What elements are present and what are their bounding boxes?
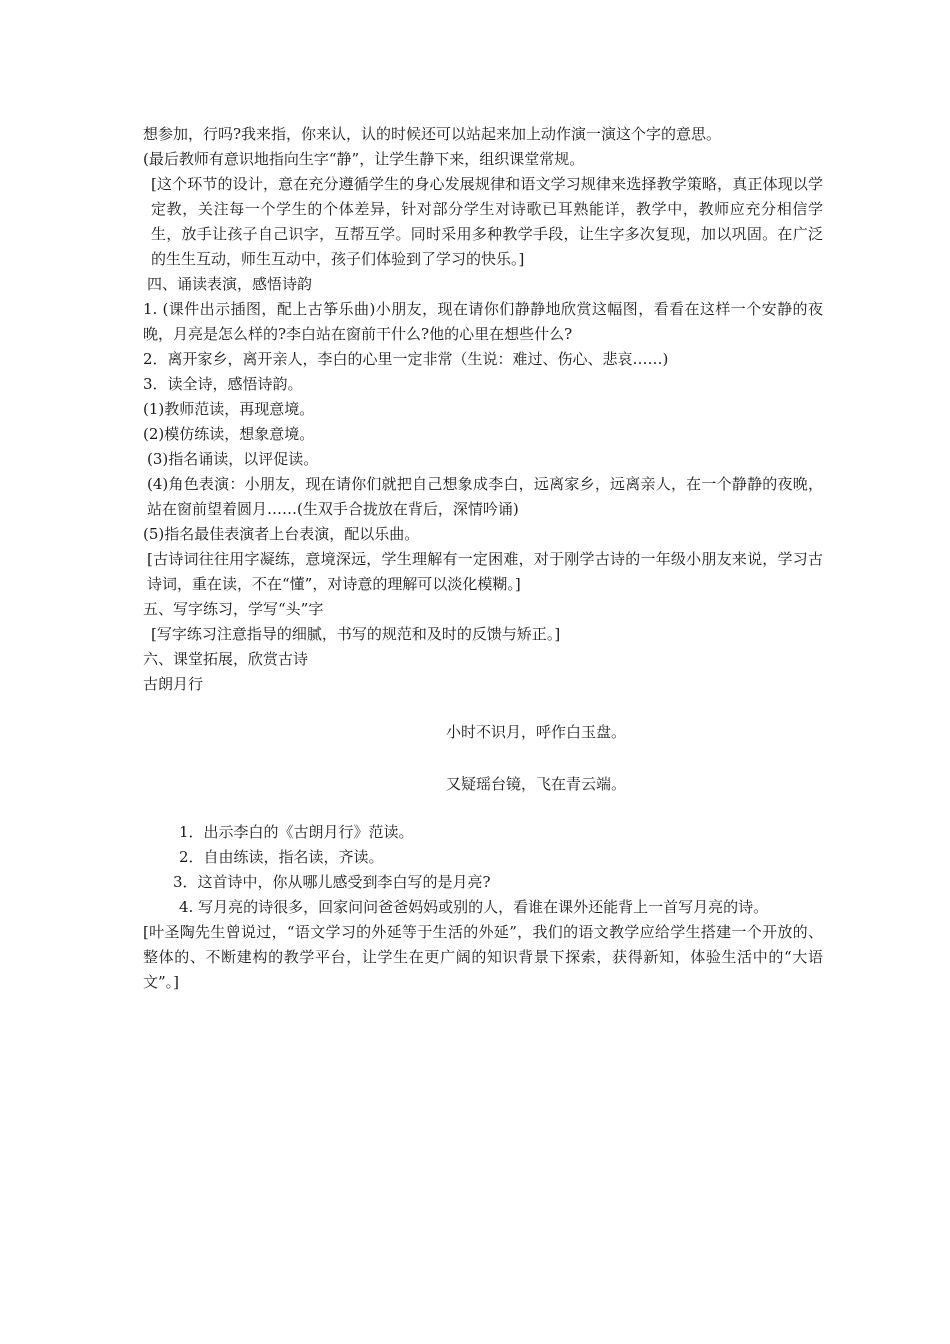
poetry-commentary: [古诗词往往用字凝练，意境深远，学生理解有一定困难，对于刚学古诗的一年级小朋友来说，学习古诗词，重在读，不在“懂”，对诗意的理解可以淡化模糊。] <box>147 550 823 593</box>
section-heading-4: 四、诵读表演，感悟诗韵 <box>147 275 313 293</box>
paragraph-design-commentary: [这个环节的设计，意在充分遵循学生的身心发展规律和语文学习规律来选择教学策略，真正体现以学定教，关注每一个学生的个体差异，针对部分学生对诗歌已耳熟能详，教学中，教师应充分相信学生，放手让孩子自己识字，互帮互学。同时采用多种教学手段，让生字多次复现，加以巩固。在广泛的生生互动，师生互动中，孩子们体验到了学习的快乐。] <box>151 175 823 268</box>
substep-4: (4)角色表演：小朋友，现在请你们就把自己想象成李白，远离家乡，远离亲人，在一个静静的夜晚，站在窗前望着圆月……(生双手合拢放在背后，深情吟诵) <box>147 475 823 518</box>
activity-item-4: 4. 写月亮的诗很多，回家问问爸爸妈妈或别的人，看谁在课外还能背上一首写月亮的诗。 <box>179 898 769 916</box>
substep-5: (5)指名最佳表演者上台表演，配以乐曲。 <box>143 525 420 543</box>
writing-commentary: [写字练习注意指导的细腻，书写的规范和及时的反馈与矫正。] <box>151 625 561 643</box>
activity-item-2: 2．自由练读，指名读，齐读。 <box>179 848 384 866</box>
paragraph-teacher-note: (最后教师有意识地指向生字“静”，让学生静下来，组织课堂常规。 <box>143 150 585 168</box>
step-3: 3．读全诗，感悟诗韵。 <box>143 375 303 393</box>
activity-item-3: 3．这首诗中，你从哪儿感受到李白写的是月亮? <box>173 873 491 891</box>
paragraph-continuation: 想参加，行吗?我来指，你来认，认的时候还可以站起来加上动作演一演这个字的意思。 <box>143 125 722 143</box>
activity-item-1: 1．出示李白的《古朗月行》范读。 <box>179 823 414 841</box>
substep-2: (2)模仿练读，想象意境。 <box>143 425 315 443</box>
poem-line-1: 小时不识月，呼作白玉盘。 <box>446 723 627 741</box>
step-1: 1. (课件出示插图，配上古筝乐曲)小朋友，现在请你们静静地欣赏这幅图，看看在这样一个安静的夜晚，月亮是怎么样的?李白站在窗前干什么?他的心里在想些什么? <box>143 300 823 343</box>
section-heading-6: 六、课堂拓展，欣赏古诗 <box>143 650 309 668</box>
substep-1: (1)教师范读，再现意境。 <box>143 400 315 418</box>
step-2: 2．离开家乡，离开亲人，李白的心里一定非常（生说：难过、伤心、悲哀……) <box>143 350 669 368</box>
section-heading-5: 五、写字练习，学写“头”字 <box>143 600 324 618</box>
document-body <box>143 122 823 995</box>
substep-3: (3)指名诵读，以评促读。 <box>147 450 319 468</box>
closing-commentary: [叶圣陶先生曾说过，“语文学习的外延等于生活的外延”，我们的语文教学应给学生搭建一个开放的、整体的、不断建构的教学平台，让学生在更广阔的知识背景下探索，获得新知，体验生活中的“大语文”。] <box>143 923 823 991</box>
poem-title: 古朗月行 <box>143 675 204 693</box>
poem-line-2: 又疑瑶台镜，飞在青云端。 <box>446 775 627 793</box>
